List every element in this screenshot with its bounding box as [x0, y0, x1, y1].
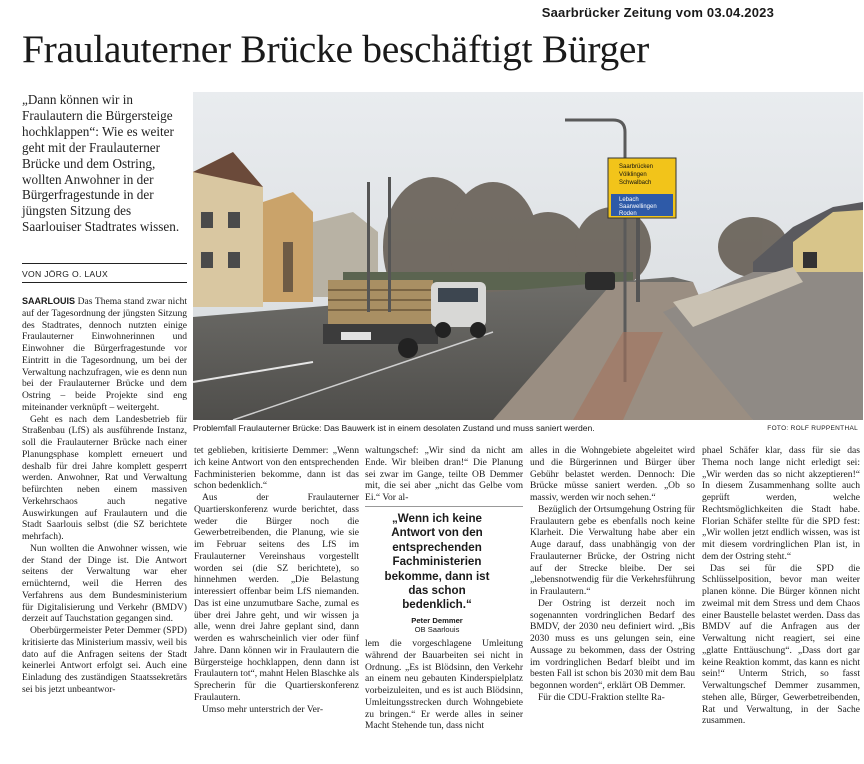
headline: Fraulauterner Brücke beschäftigt Bürger — [22, 27, 650, 71]
svg-text:Schwalbach: Schwalbach — [619, 180, 652, 186]
svg-text:Lebach: Lebach — [619, 197, 639, 203]
distant-car — [585, 272, 615, 290]
pull-quote — [376, 512, 498, 634]
svg-text:Roden: Roden — [619, 211, 637, 217]
pull-quote-role: OB Saarlouis — [414, 624, 460, 634]
article-column-4: alles in die Wohngebiete abgeleitet wird und die Bürgerinnen und Bürger über Gebühr belastet werden. Dennoch: Die Brücke müsse saniert werden. „Ob so massiv, werden wir noch sehen.“ Bezüglich der Ortsumgehung Ostring für Fraulautern gebe es ebenfalls noch keine Klarheit. Die Verwaltung habe aber ein Auge darauf, dass unabhängig von der Fraulauterner Brücke, der Ostring nicht auf der Strecke bleibe. Der sei „lebensnotwendig für die Verkehrsführung in Fraulautern.“ Der Ostring ist derzeit noch im sogenannten vordringlichen Bedarf des BMDV, der 2030 neu definiert wird. „Bis 2030 muss es uns gelungen sein, eine Aussage zu bekommen, dass der Ostring im vordringlichen Bedarf bleibt und im besten Fall ist schon bis 2030 mit dem Bau begonnen worden“, erklärt OB Demmer. Für die CDU-Fraktion stellte Ra- — [530, 445, 695, 703]
svg-text:Saarwellingen: Saarwellingen — [619, 204, 657, 210]
svg-text:Völklingen: Völklingen — [619, 172, 647, 178]
article-column-3-top: waltungschef: „Wir sind da nicht am Ende. Wir bleiben dran!“ Die Planung sei zwar im Gange, teilte OB Demmer mit, die sei aber „nicht das Gelbe vom Ei.“ Vor al- — [365, 445, 523, 503]
street-scene-illustration — [193, 92, 863, 420]
direction-sign — [608, 158, 676, 218]
photo-caption: Problemfall Fraulauterner Brücke: Das Bauwerk ist in einem desolaten Zustand und muss saniert werden. — [193, 423, 595, 433]
newspaper-source: Saarbrücker Zeitung vom 03.04.2023 — [541, 5, 774, 20]
dateline: SAARLOUIS — [22, 296, 76, 306]
svg-text:Saarbrücken: Saarbrücken — [619, 164, 654, 170]
byline-divider-bottom — [22, 282, 187, 283]
byline: VON JÖRG O. LAUX — [22, 269, 108, 279]
article-column-5: phael Schäfer klar, dass für sie das Thema noch lange nicht erledigt sei: „Wir werden das so nicht akzeptieren!“ In diesem Zusammenhang sollte auch geprüft werden, welche Rechtsmöglichkeiten die Stadt habe. Florian Schäfer stellte für die SPD fest: „Wir wollen jetzt endlich wissen, was ist mit diesem vordringlichen Plan ist, in dem der Ostring steht.“ Das sei für die SPD die Schlüsselposition, bevor man weiter planen könne. Die Bürger können nicht zweimal mit dem Stress und dem Chaos einer Baustelle belastet werden. Dass das BMDV auf die Anfragen aus der Verwaltung nicht reagiert, sei eine „glatte Enttäuschung“. „Dass dort gar keine Reaktion kommt, das kann es nicht sein!“ Unterm Strich, so fasst Verwaltungschef Demmer zusammen, stehen alle, Bürger, Gewerbetreibenden, Rat und Verwaltung, in der Sache zusammen. — [702, 445, 860, 727]
article-photo — [193, 92, 863, 420]
photo-credit: FOTO: ROLF RUPPENTHAL — [767, 425, 858, 432]
article-column-1: SAARLOUIS Das Thema stand zwar nicht auf der Tagesordnung der jüngsten Sitzung des Stadtrates, dennoch nutzten einige Fraulauterner Einwohnerinnen und Einwohner die Bürgerfragestunde vor Eintritt in die Tagesordnung, um bei der Verwaltung nachzufragen, wie es denn nun bei der Fraulauterner Brücke und dem Ostring – beide Projekte sind eng miteinander verknüpft – weitergeht. Geht es nach dem Landesbetrieb für Straßenbau (LfS) als ausführende Instanz, soll die Fraulauterner Brücke nach einer Planungsphase komplett erneuert und deshalb für drei Jahre komplett gesperrt werden. Anwohner, Rat und Verwaltung befürchten neben einem massiven Verkehrschaos auch negative Auswirkungen auf Fraulautern und die Stadt Saarlouis selbst (die SZ berichtete mehrfach). Nun wollten die Anwohner wissen, wie der Stand der Dinge ist. Die Antwort seitens der Verwaltung war eher ernüchternd, weil die Herren des Verfahrens aus dem Bundesministerium für Digitalisierung und Verkehr (BMDV) derzeit auf Tauchstation gegangen sind. Oberbürgermeister Peter Demmer (SPD) kritisierte das Ministerium massiv, weil bis dato auf die Anfragen seitens der Stadt keinerlei Antwort erfolgt sei. Auch eine Einladung des zuständigen Staatssekretärs sei bis jetzt unbeantwor- — [22, 296, 187, 695]
pull-quote-text: „Wenn ich keine Antwort von den entsprechenden Fachministerien bekomme, dann ist das schon bedenklich.“ — [384, 512, 490, 612]
byline-divider-top — [22, 263, 187, 264]
article-column-3-bottom: lem die vorgeschlagene Umleitung während der Bauarbeiten sei nicht in Ordnung. „Es ist Blödsinn, den Verkehr an einem neu gebauten Kinderspielplatz vorbeizuleiten, und es ist auch Blödsinn, Umleitungsstrecken durch Wohngebiete zu bringen.“ Er werde alles in seiner Macht Stehende tun, dass nicht — [365, 638, 523, 732]
quote-divider — [365, 506, 523, 507]
pull-quote-name: Peter Demmer — [411, 615, 463, 625]
teaser: „Dann können wir in Fraulautern die Bürgersteige hochklappen“: Wie es weiter geht mit der Fraulauterner Brücke und dem Ostring, wollten Anwohner in der Bürgerfragestunde in der jüngsten Sitzung des Saarlouiser Stadtrates wissen. — [22, 92, 180, 235]
article-column-2: tet geblieben, kritisierte Demmer: „Wenn ich keine Antwort von den entsprechenden Fachministerien bekomme, dann ist das schon bedenklich.“ Aus der Fraulauterner Quartierskonferenz wurde berichtet, dass weder die Bürger noch die Gewerbetreibenden, die Planung, wie sie im Februar seitens des LfS im Fraulauterner Vereinshaus vorgestellt worden sei (die SZ berichtete), so hinnehmen werden. „Die Belastung interessiert offenbar beim LfS niemanden. Das ist eine unzumutbare Sache, zumal es über drei Jahre geht, und wir wissen ja alle, wenn drei Jahre geplant sind, dann werden es wahrscheinlich vier oder fünf Jahre. Dann können wir in Fraulautern die Bürgersteige hochklappen, denn dann ist Fraulautern tot“, mahnt Helen Blaschke als Sprecherin für die Quartierskonferenz Fraulautern. Umso mehr unterstrich der Ver- — [194, 445, 359, 715]
